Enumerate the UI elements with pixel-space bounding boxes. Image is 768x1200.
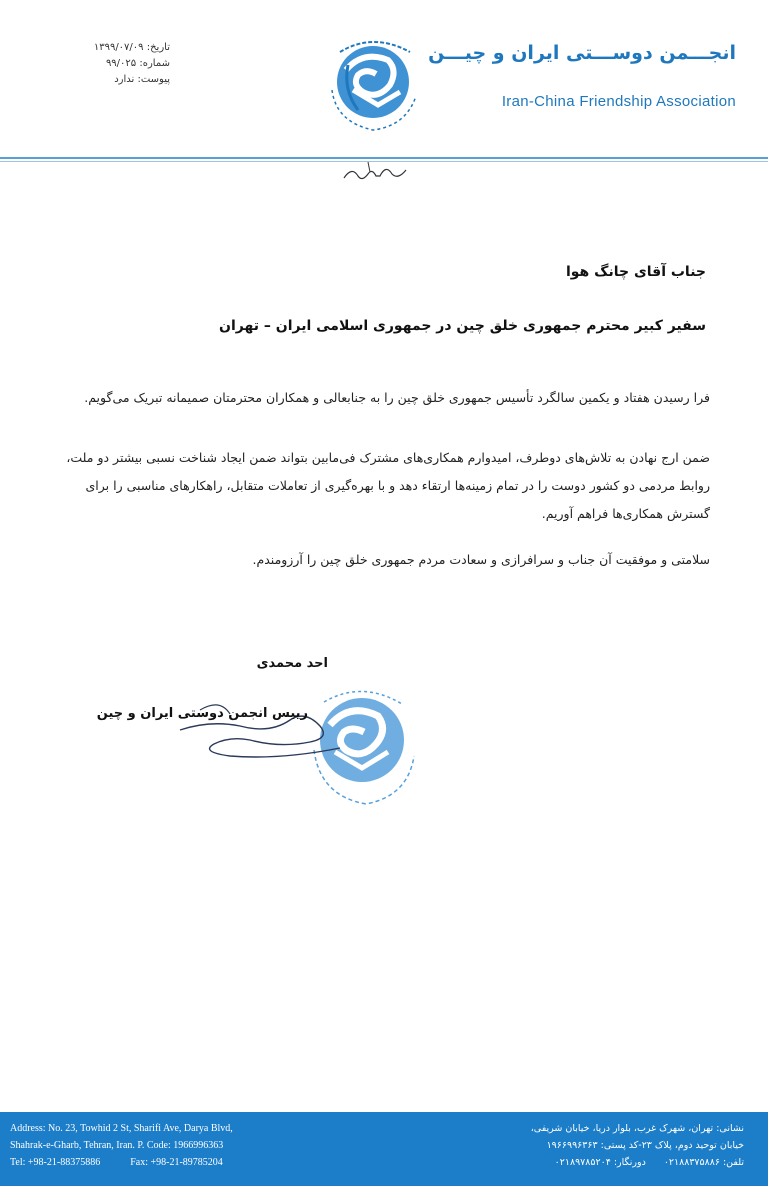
footer-tel-fa: تلفن: ۰۲۱۸۸۳۷۵۸۸۶: [663, 1157, 744, 1168]
footer-contact-en: [10, 1154, 233, 1171]
footer-bar: [0, 1112, 768, 1186]
footer-address-fa-2: خیابان توحید دوم، پلاک ۲۳-کد پستی: ۱۹۶۶۹۹۶۳۶۳: [546, 1140, 744, 1151]
org-name-english: Iran-China Friendship Association: [501, 93, 736, 110]
letter-number: شماره: ۹۹/۰۲۵: [105, 58, 170, 69]
signatory-name: احد محمدی: [256, 656, 328, 671]
footer-address-en-1: Address: No. 23, Towhid 2 St, Sharifi Ave, Darya Blvd,: [10, 1123, 233, 1134]
paragraph-cooperation: ضمن ارج نهادن به تلاش‌های دوطرف، امیدوارم همکاری‌های مشترک فی‌مابین بتواند ضمن ایجاد شناخت نسبی بیشتر دو ملت، روابط مردمی دو کشور دوست را در تمام زمینه‌ها ارتقاء دهد و با بهره‌گیری از تعاملات متقابل، راهکارهای مناسبی را برای گسترش همکاری‌ها فراهم آوریم.: [66, 450, 710, 521]
page-bottom-margin: [0, 1186, 768, 1200]
footer-address-en-2: Shahrak-e-Gharb, Tehran, Iran. P. Code: 1966996363: [10, 1140, 224, 1151]
paragraph-wishes: سلامتی و موفقیت آن جناب و سرافرازی و سعادت مردم جمهوری خلق چین را آرزومندم.: [252, 552, 710, 567]
footer-fax-fa: دورنگار: ۰۲۱۸۹۷۸۵۲۰۴: [554, 1157, 646, 1168]
paragraph-congratulations: فرا رسیدن هفتاد و یکمین سالگرد تأسیس جمهوری خلق چین را به جنابعالی و همکاران محترمتان صمیمانه تبریک می‌گویم.: [84, 390, 710, 405]
footer-persian: [531, 1120, 744, 1171]
letter-meta: [60, 40, 170, 88]
letter-date: تاریخ: ۱۳۹۹/۰۷/۰۹: [93, 42, 170, 53]
association-logo: [318, 30, 428, 140]
footer-tel-en: Tel: +98-21-88375886: [10, 1157, 101, 1168]
signatory-title: رییس انجمن دوستی ایران و چین: [96, 706, 308, 721]
footer-fax-en: Fax: +98-21-89785204: [130, 1157, 223, 1168]
letter-attachment: پیوست: ندارد: [114, 74, 170, 85]
footer-english: [10, 1120, 233, 1171]
basmala-scribble-icon: [340, 156, 410, 186]
handwritten-signature: [170, 690, 370, 770]
org-name-persian: انجـــمن دوســـتی ایران و چیـــن: [428, 42, 736, 64]
addressee: جناب آقای چانگ هوا: [565, 264, 706, 280]
footer-contact-fa: [531, 1154, 744, 1171]
recipient-title: سفیر کبیر محترم جمهوری خلق چین در جمهوری اسلامی ایران – تهران: [219, 318, 706, 334]
footer-address-fa-1: نشانی: تهران، شهرک غرب، بلوار دریا، خیابان شریفی،: [530, 1123, 744, 1134]
